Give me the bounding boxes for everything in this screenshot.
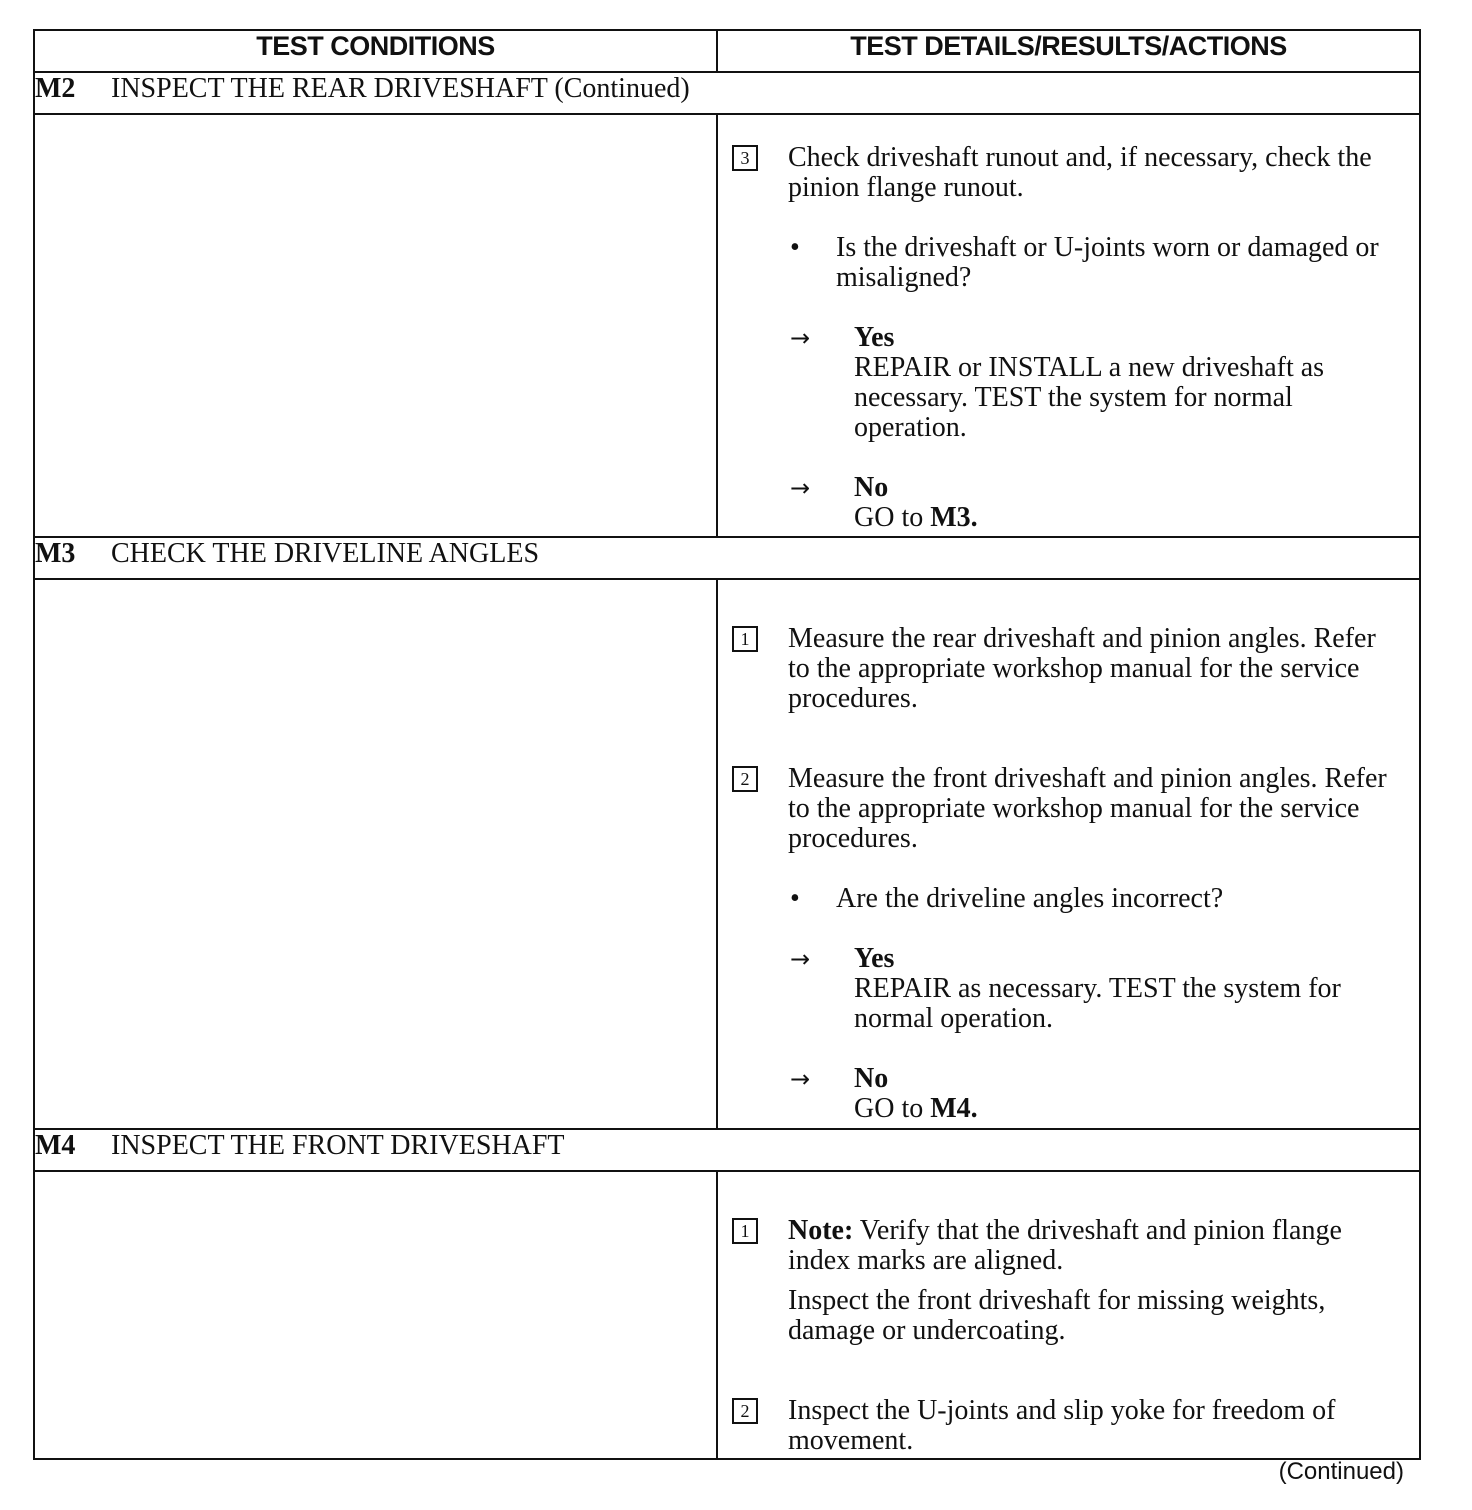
note-text: Verify that the driveshaft and pinion flange index marks are aligned. (788, 1215, 1342, 1276)
bullet-dot-icon: • (790, 232, 800, 263)
test-conditions-cell-m3 (34, 579, 717, 1129)
step-3 (732, 143, 1392, 203)
question-text: Is the driveshaft or U-joints worn or damaged or misaligned? (836, 232, 1379, 293)
header-row (34, 30, 1420, 72)
section-header-m3 (34, 537, 1420, 579)
header-test-details: TEST DETAILS/RESULTS/ACTIONS (717, 30, 1420, 72)
test-details-cell-m3 (717, 579, 1420, 1129)
step-number-box: 3 (732, 145, 758, 171)
question-bullet (790, 233, 1390, 293)
section-title: INSPECT THE FRONT DRIVESHAFT (111, 1130, 565, 1161)
arrow-right-icon: → (790, 945, 811, 973)
arrow-right-icon: → (790, 324, 811, 352)
answer-no (790, 473, 1390, 533)
answer-action: REPAIR as necessary. TEST the system for normal operation. (854, 973, 1341, 1034)
step-text: Inspect the U-joints and slip yoke for freedom of movement. (788, 1395, 1336, 1456)
diagnostic-table (33, 29, 1421, 1460)
answer-action: REPAIR or INSTALL a new driveshaft as necessary. TEST the system for normal operation. (854, 352, 1325, 443)
bullet-dot-icon: • (790, 883, 800, 914)
answer-no (790, 1064, 1390, 1124)
step-text: Check driveshaft runout and, if necessary, check the pinion flange runout. (788, 142, 1372, 203)
step-number-box: 2 (732, 766, 758, 792)
step-text: Inspect the front driveshaft for missing weights, damage or undercoating. (788, 1285, 1326, 1346)
header-test-conditions: TEST CONDITIONS (34, 30, 717, 72)
step-text: Measure the front driveshaft and pinion angles. Refer to the appropriate workshop manual for the service procedures. (788, 763, 1387, 854)
answer-action (854, 1094, 1390, 1124)
section-row-m3 (34, 537, 1420, 579)
step-1 (732, 1216, 1392, 1346)
step-note (788, 1216, 1392, 1276)
section-title: INSPECT THE REAR DRIVESHAFT (Continued) (111, 73, 690, 104)
question-bullet (790, 884, 1390, 914)
answer-label: No (854, 1063, 889, 1094)
step-number-box: 1 (732, 626, 758, 652)
arrow-right-icon: → (790, 474, 811, 502)
step-number-box: 2 (732, 1398, 758, 1424)
content-row-m2 (34, 114, 1420, 537)
section-code: M4 (35, 1130, 76, 1161)
test-details-cell-m2 (717, 114, 1420, 537)
answer-label: Yes (854, 322, 895, 353)
test-conditions-cell-m2 (34, 114, 717, 537)
section-title: CHECK THE DRIVELINE ANGLES (111, 538, 540, 569)
arrow-right-icon: → (790, 1065, 811, 1093)
content-row-m4 (34, 1171, 1420, 1459)
step-2 (732, 764, 1392, 854)
goto-prefix: GO to (854, 502, 924, 533)
answer-yes (790, 944, 1390, 1034)
section-header-m2 (34, 72, 1420, 114)
section-code: M3 (35, 538, 76, 569)
answer-label: No (854, 472, 889, 503)
diagnostic-table-page (33, 29, 1419, 1460)
step-2 (732, 1396, 1392, 1456)
goto-target: M3. (930, 502, 978, 533)
question-text: Are the driveline angles incorrect? (836, 883, 1224, 914)
test-conditions-cell-m4 (34, 1171, 717, 1459)
answer-yes (790, 323, 1390, 443)
step-number-box: 1 (732, 1218, 758, 1244)
goto-target: M4. (930, 1093, 978, 1124)
continued-label: (Continued) (1278, 1458, 1404, 1485)
note-label: Note: (788, 1215, 854, 1246)
section-header-m4 (34, 1129, 1420, 1171)
answer-label: Yes (854, 943, 895, 974)
step-1 (732, 624, 1392, 714)
answer-action (854, 503, 1390, 533)
section-code: M2 (35, 73, 76, 104)
goto-prefix: GO to (854, 1093, 924, 1124)
step-text: Measure the rear driveshaft and pinion angles. Refer to the appropriate workshop manual for the service procedures. (788, 623, 1376, 714)
test-details-cell-m4 (717, 1171, 1420, 1459)
section-row-m4 (34, 1129, 1420, 1171)
content-row-m3 (34, 579, 1420, 1129)
section-row-m2 (34, 72, 1420, 114)
